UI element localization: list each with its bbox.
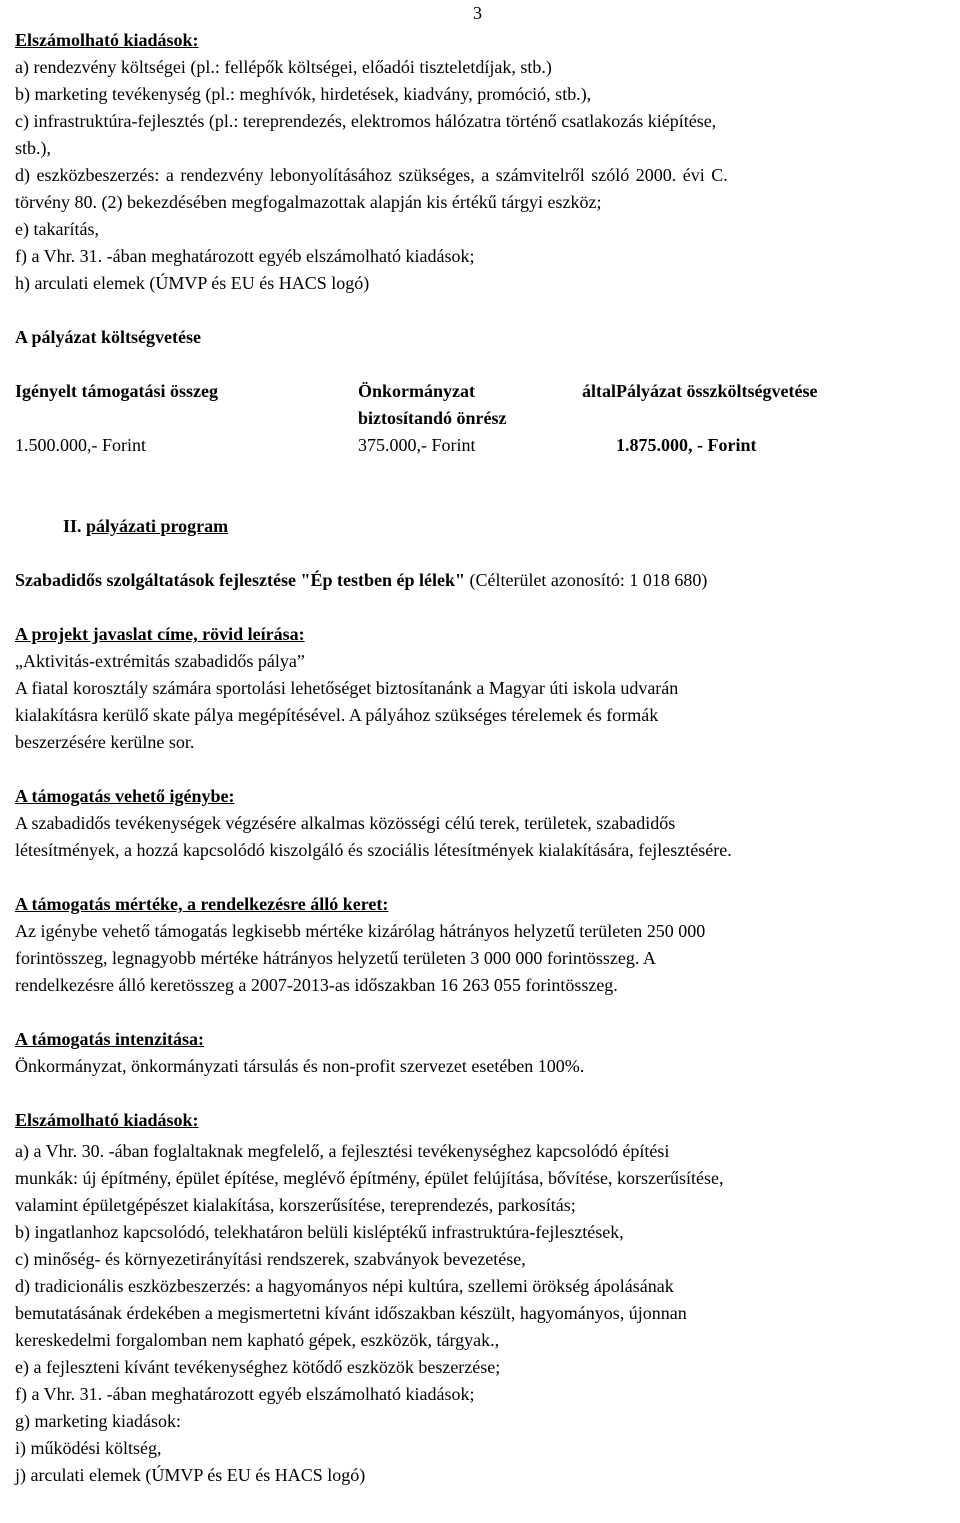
list-item: e) takarítás, [15,219,99,239]
list-item: kereskedelmi forgalomban nem kapható gépek, eszközök, tárgyak., [15,1330,500,1350]
paragraph-line: beszerzésére kerülne sor. [15,732,195,752]
paragraph-line: rendelkezésre álló keretösszeg a 2007-2013-as időszakban 16 263 055 forintösszeg. [15,975,618,995]
amount-section [15,891,945,999]
program-title [15,513,945,540]
eligible-costs-section-2 [15,1107,945,1489]
paragraph-line: A szabadidős tevékenységek végzésére alkalmas közösségi célú terek, területek, szabadidős [15,813,676,833]
paragraph-line: Önkormányzat, önkormányzati társulás és non-profit szervezet esetében 100%. [15,1056,585,1076]
cell-total-budget: 1.875.000, - Forint [616,435,757,455]
paragraph-line: A fiatal korosztály számára sportolási lehetőséget biztosítanánk a Magyar úti iskola udvarán [15,678,679,698]
document-page [15,0,945,1489]
header-own-contribution-line2: biztosítandó önrész [358,408,507,428]
list-item: munkák: új építmény, épület építése, meglévő építmény, épület felújítása, bővítése, korszerűsítése, [15,1168,724,1188]
list-item: törvény 80. (2) bekezdésében megfogalmazottak alapján kis értékű tárgyi eszköz; [15,192,602,212]
project-heading: A projekt javaslat címe, rövid leírása: [15,624,305,644]
program-subtitle-rest: (Célterület azonosító: 1 018 680) [464,570,708,590]
paragraph-line: forintösszeg, legnagyobb mértéke hátrányos helyzetű területen 3 000 000 forintösszeg. A [15,948,656,968]
cell-requested-amount: 1.500.000,- Forint [15,435,147,455]
header-own-contribution [358,378,616,432]
project-section [15,621,945,756]
program-subtitle-bold: Szabadidős szolgáltatások fejlesztése "Ép testben ép lélek" [15,570,465,590]
list-item: c) infrastruktúra-fejlesztés (pl.: tereprendezés, elektromos hálózatra történő csatlakozás kiépítése, [15,111,717,131]
budget-section [15,324,945,459]
program-roman-numeral: II. [63,516,82,536]
section-title: Elszámolható kiadások: [15,30,199,50]
list-item: f) a Vhr. 31. -ában meghatározott egyéb elszámolható kiadások; [15,246,475,266]
program-title-text: pályázati program [86,516,229,536]
table-header-row [15,378,830,432]
list-item: a) rendezvény költségei (pl.: fellépők költségei, előadói tiszteletdíjak, stb.) [15,57,552,77]
list-item: a) a Vhr. 30. -ában foglaltaknak megfelelő, a fejlesztési tevékenységhez kapcsolódó építési [15,1141,670,1161]
paragraph-line: Az igénybe vehető támogatás legkisebb mértéke kizárólag hátrányos helyzetű területen 250 000 [15,921,706,941]
program-subtitle [15,567,945,594]
header-total-budget: Pályázat összköltségvetése [616,381,818,401]
page-number: 3 [473,3,482,23]
eligible-section [15,783,945,864]
paragraph-line: létesítmények, a hozzá kapcsolódó kiszolgáló és szociális létesítmények kialakítására, fejlesztésére. [15,840,732,860]
list-item: e) a fejleszteni kívánt tevékenységhez kötődő eszközök beszerzése; [15,1357,501,1377]
eligible-heading: A támogatás vehető igénybe: [15,786,235,806]
header-requested-amount: Igényelt támogatási összeg [15,381,218,401]
list-item: i) működési költség, [15,1438,162,1458]
intensity-heading: A támogatás intenzitása: [15,1029,204,1049]
list-item: valamint épületgépészet kialakítása, korszerűsítése, tereprendezés, parkosítás; [15,1195,576,1215]
budget-table [15,378,830,459]
section-title: Elszámolható kiadások: [15,1110,199,1130]
eligible-costs-section-1 [15,27,945,297]
list-item: j) arculati elemek (ÚMVP és EU és HACS logó) [15,1465,366,1485]
list-item: stb.), [15,138,51,158]
list-item: f) a Vhr. 31. -ában meghatározott egyéb elszámolható kiadások; [15,1384,475,1404]
paragraph-line: kialakításra kerülő skate pálya megépítésével. A pályához szükséges térelemek és formák [15,705,659,725]
cell-own-contribution: 375.000,- Forint [358,435,476,455]
list-item: b) marketing tevékenység (pl.: meghívók, hirdetések, kiadvány, promóció, stb.), [15,84,592,104]
table-row [15,432,830,459]
header-own-contribution-word1: Önkormányzat [358,381,475,401]
budget-title: A pályázat költségvetése [15,327,201,347]
project-name: „Aktivitás-extrémitás szabadidős pálya” [15,651,305,671]
list-item: g) marketing kiadások: [15,1411,181,1431]
header-own-contribution-word2: által [582,381,616,401]
list-item: d) eszközbeszerzés: a rendezvény lebonyolításához szükséges, a számvitelről szóló 2000. évi C. [15,165,728,185]
list-item: h) arculati elemek (ÚMVP és EU és HACS logó) [15,273,370,293]
amount-heading: A támogatás mértéke, a rendelkezésre álló keret: [15,894,389,914]
list-item: b) ingatlanhoz kapcsolódó, telekhatáron belüli kisléptékű infrastruktúra-fejlesztések, [15,1222,624,1242]
list-item: bemutatásának érdekében a megismertetni kívánt időszakban készült, hagyományos, újonnan [15,1303,687,1323]
list-item: c) minőség- és környezetirányítási rendszerek, szabványok bevezetése, [15,1249,526,1269]
list-item: d) tradicionális eszközbeszerzés: a hagyományos népi kultúra, szellemi örökség ápolásának [15,1276,674,1296]
intensity-section [15,1026,945,1080]
